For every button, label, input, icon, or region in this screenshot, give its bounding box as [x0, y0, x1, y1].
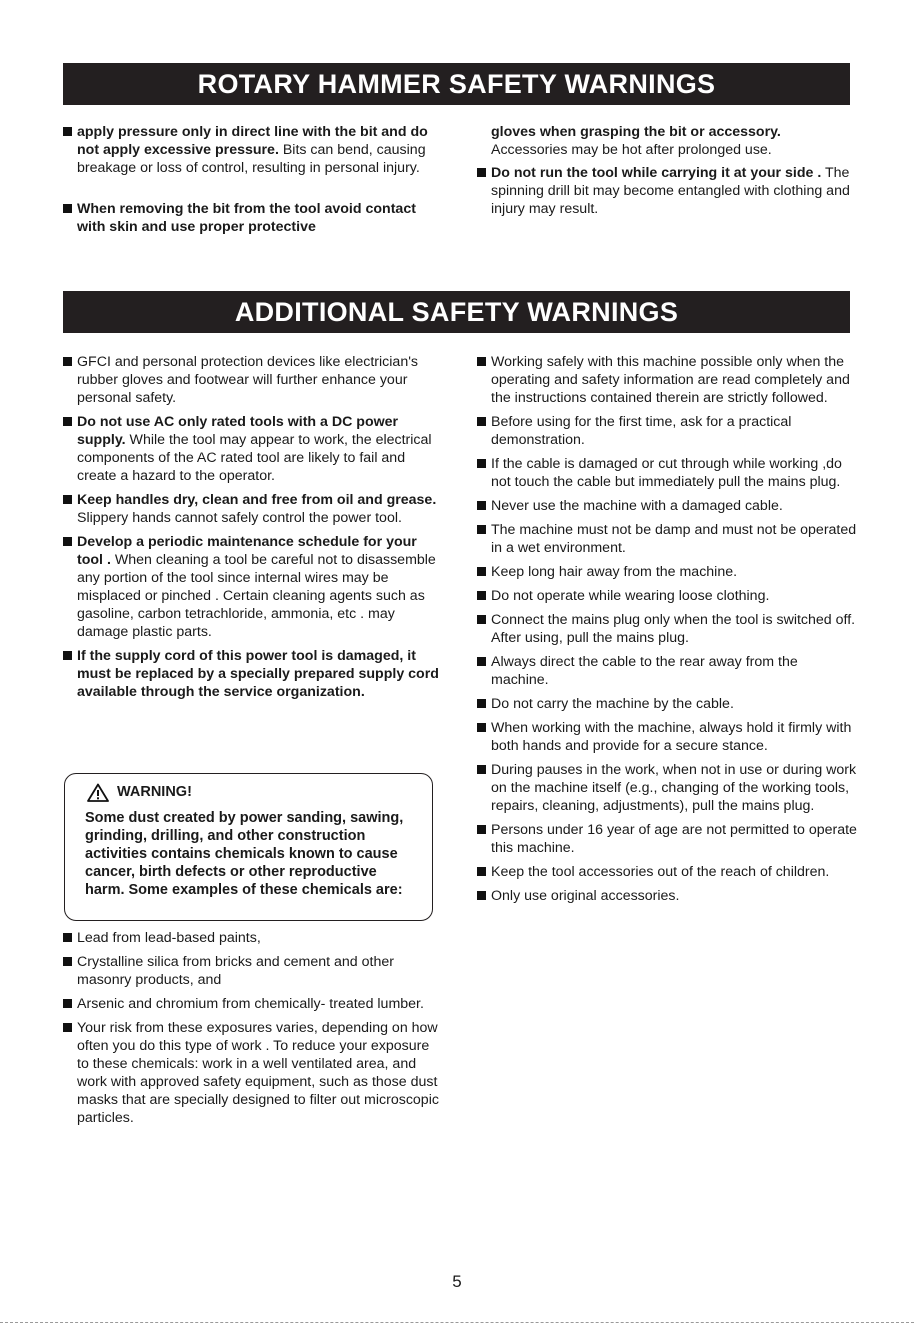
- chemicals-list: [63, 929, 443, 1127]
- additional-warning-item: [63, 533, 443, 641]
- page-number: 5: [452, 1272, 462, 1291]
- chemical-item: Arsenic and chromium from chemically- treated lumber.: [63, 995, 443, 1013]
- additional-warning-item: [63, 413, 443, 485]
- warning-title-text: WARNING!: [117, 784, 192, 800]
- rotary-left-column: [63, 123, 443, 236]
- additional-warning-item: Always direct the cable to the rear away from the machine.: [477, 653, 857, 689]
- warning-text: Bits can bend, causing breakage or loss of control, resulting in personal injury.: [77, 142, 426, 176]
- additional-warning-item: The machine must not be damp and must not be operated in a wet environment.: [477, 521, 857, 557]
- additional-right-column: [477, 353, 857, 905]
- additional-left-column: [63, 353, 443, 701]
- warning-triangle-icon: [87, 783, 109, 802]
- warning-bold-text: Keep handles dry, clean and free from oil and grease.: [77, 492, 437, 508]
- additional-warning-item: Working safely with this machine possible only when the operating and safety information are read completely and the instructions contained therein are strictly followed.: [477, 353, 857, 407]
- additional-warning-item: Do not operate while wearing loose clothing.: [477, 587, 857, 605]
- page-bottom-divider: [0, 1322, 914, 1323]
- warning-text: GFCI and personal protection devices like electrician's rubber gloves and footwear will further enhance your personal safety.: [77, 354, 419, 406]
- additional-section-title: ADDITIONAL SAFETY WARNINGS: [63, 291, 850, 333]
- rotary-warning-item: [63, 123, 443, 177]
- warning-text: When cleaning a tool be careful not to disassemble any portion of the tool since internal wires may be misplaced or pinched . Certain cleaning agents such as gasoline, carbon tetrachloride, ammonia, etc . may damage plastic parts.: [77, 552, 436, 640]
- dust-warning-box: [64, 773, 433, 921]
- additional-warning-item: Connect the mains plug only when the tool is switched off. After using, pull the mains plug.: [477, 611, 857, 647]
- rotary-right-column: [477, 123, 857, 218]
- rotary-warning-item: [63, 200, 443, 236]
- warning-bold-text: Do not run the tool while carrying it at your side .: [491, 165, 822, 181]
- additional-warning-item: Do not carry the machine by the cable.: [477, 695, 857, 713]
- warning-title: [87, 782, 192, 802]
- chemical-item: Your risk from these exposures varies, depending on how often you do this type of work . To reduce your exposure to these chemicals: work in a well ventilated area, and work with approved safety equipment, such as those dust masks that are specially designed to filter out microscopic particles.: [63, 1019, 443, 1127]
- warning-text: While the tool may appear to work, the electrical components of the AC rated tool are likely to fail and create a hazard to the operator.: [77, 432, 432, 484]
- additional-warning-item: Persons under 16 year of age are not permitted to operate this machine.: [477, 821, 857, 857]
- warning-body-text: Some dust created by power sanding, sawing, grinding, drilling, and other construction activities contains chemicals known to cause cancer, birth defects or other reproductive harm. Some examples of these chemicals are:: [85, 810, 404, 898]
- additional-warning-item: Keep long hair away from the machine.: [477, 563, 857, 581]
- warning-bold-text: apply pressure only in direct line with the bit and do not apply excessive pressure.: [77, 124, 428, 158]
- additional-warning-item: Only use original accessories.: [477, 887, 857, 905]
- warning-text: Slippery hands cannot safely control the power tool.: [77, 510, 402, 526]
- additional-warning-item: [63, 647, 443, 701]
- additional-warning-item: When working with the machine, always hold it firmly with both hands and provide for a secure stance.: [477, 719, 857, 755]
- warning-bold-text: gloves when grasping the bit or accessory.: [491, 124, 781, 140]
- additional-warning-item: Before using for the first time, ask for a practical demonstration.: [477, 413, 857, 449]
- rotary-warning-continuation: [477, 123, 857, 159]
- additional-warning-item: Never use the machine with a damaged cable.: [477, 497, 857, 515]
- rotary-section-title: ROTARY HAMMER SAFETY WARNINGS: [63, 63, 850, 105]
- warning-text: The spinning drill bit may become entangled with clothing and injury may result.: [491, 165, 850, 217]
- additional-warning-item: [63, 491, 443, 527]
- additional-warning-item: If the cable is damaged or cut through while working ,do not touch the cable but immediately pull the mains plug.: [477, 455, 857, 491]
- warning-bold-text: Develop a periodic maintenance schedule for your tool .: [77, 534, 417, 568]
- chemical-item: Crystalline silica from bricks and cement and other masonry products, and: [63, 953, 443, 989]
- warning-bold-text: If the supply cord of this power tool is damaged, it must be replaced by a specially prepared supply cord available through the service organization.: [77, 648, 439, 700]
- additional-warning-item: During pauses in the work, when not in use or during work on the machine itself (e.g., changing of the working tools, repairs, cleaning, adjustments), pull the mains plug.: [477, 761, 857, 815]
- additional-warning-item: Keep the tool accessories out of the reach of children.: [477, 863, 857, 881]
- warning-bold-text: When removing the bit from the tool avoid contact with skin and use proper protective: [77, 201, 416, 235]
- warning-bold-text: Do not use AC only rated tools with a DC power supply.: [77, 414, 399, 448]
- warning-text: Accessories may be hot after prolonged use.: [491, 142, 772, 158]
- chemical-item: Lead from lead-based paints,: [63, 929, 443, 947]
- rotary-warning-item: [477, 164, 857, 218]
- additional-warning-item: [63, 353, 443, 407]
